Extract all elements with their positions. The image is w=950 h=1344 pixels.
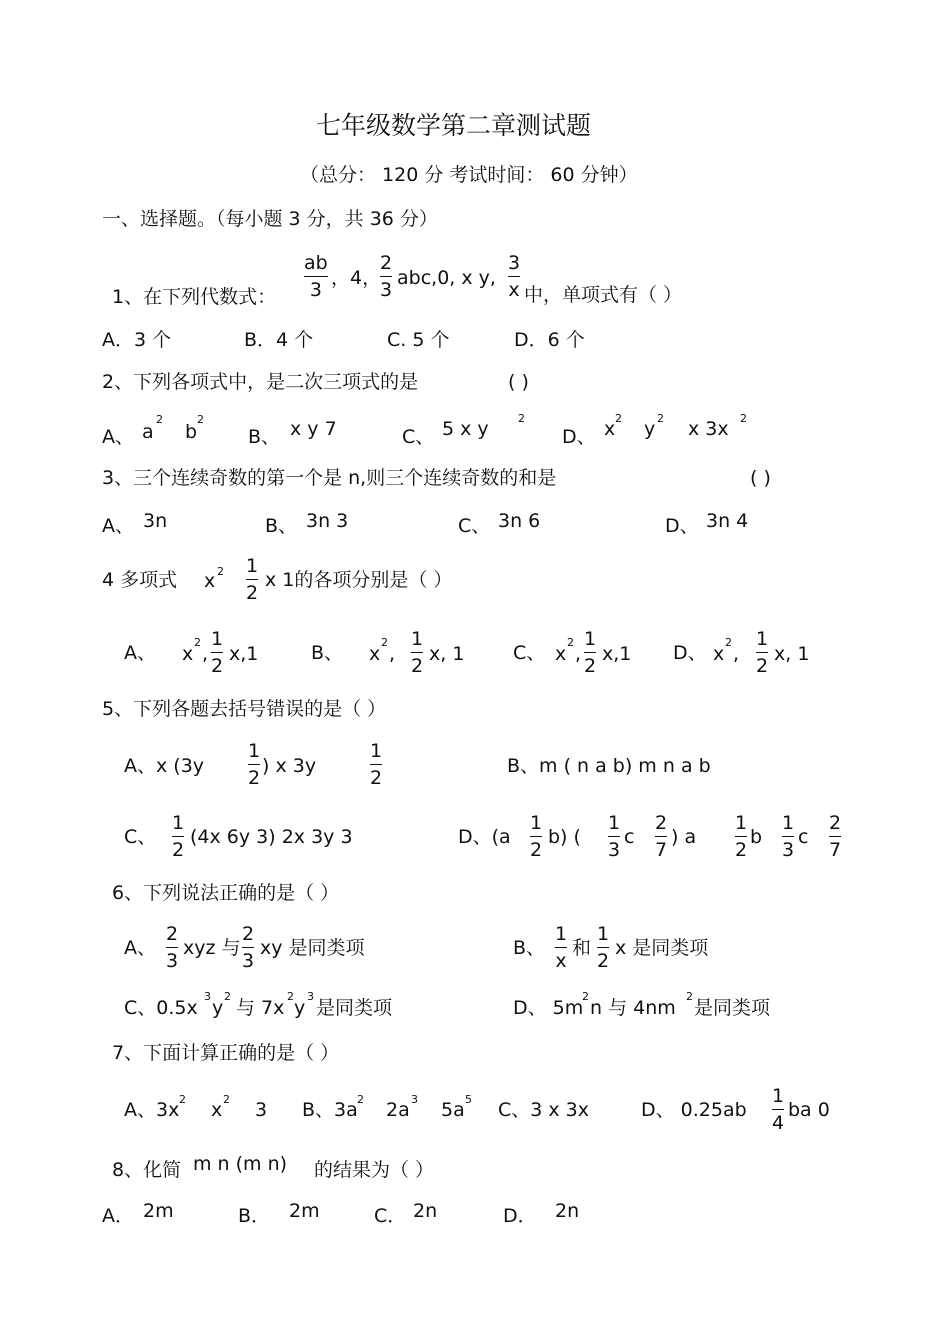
- q6-option-b[interactable]: B、: [513, 937, 546, 959]
- q6-stem: 6、下列说法正确的是（ ）: [112, 882, 340, 904]
- denominator: 2: [597, 950, 610, 972]
- q4-option-d[interactable]: D、: [673, 642, 707, 664]
- denominator: 2: [211, 655, 224, 677]
- q4-d-x: x: [713, 643, 725, 665]
- q6-c-text-1: y: [212, 997, 224, 1019]
- denominator: x: [508, 279, 520, 301]
- denominator: 2: [756, 655, 769, 677]
- q1-fraction-3: [508, 254, 520, 300]
- numerator: 1: [411, 628, 424, 650]
- q4-option-a[interactable]: A、: [124, 642, 156, 664]
- q4-option-b[interactable]: B、: [311, 642, 344, 664]
- q5-d-text-1: b) (: [548, 826, 581, 848]
- q6-c-sup-1: 3: [204, 990, 211, 1003]
- q7-b-text-1: 2a: [386, 1099, 410, 1121]
- q4-a-rest: x,1: [229, 643, 259, 665]
- q6-c-text-2: 与 7x: [236, 997, 285, 1019]
- q3-paren: ( ): [750, 467, 771, 489]
- q7-a-sup-1: 2: [179, 1093, 186, 1106]
- numerator: 1: [246, 555, 259, 577]
- q2-d-sup1: 2: [615, 412, 622, 425]
- q6-b-text-2: x 是同类项: [615, 937, 709, 959]
- q3-option-d[interactable]: D、: [665, 515, 699, 537]
- q4-stem: 4 多项式: [102, 569, 178, 591]
- q6-b-fraction-1: [555, 925, 567, 971]
- q7-b-sup-3: 5: [465, 1093, 472, 1106]
- q7-b-sup-1: 2: [357, 1093, 364, 1106]
- q3-c-expr: 3n 6: [498, 510, 541, 532]
- numerator: ab: [304, 252, 328, 274]
- denominator: 4: [772, 1112, 785, 1134]
- page-title: 七年级数学第二章测试题: [316, 111, 592, 140]
- q5-d-fraction-6: [829, 814, 841, 860]
- q6-c-text-3: y: [294, 997, 306, 1019]
- q4-option-c[interactable]: C、: [513, 642, 546, 664]
- q7-d-fraction: [772, 1087, 784, 1133]
- q2-option-c[interactable]: C、: [402, 426, 435, 448]
- numerator: 1: [782, 812, 795, 834]
- q7-b-sup-2: 3: [411, 1093, 418, 1106]
- q1-fraction-1: [304, 254, 328, 300]
- denominator: 3: [242, 950, 255, 972]
- q1-text-mid2: abc,0, x y,: [397, 267, 496, 289]
- numerator: 1: [772, 1085, 785, 1107]
- numerator: 1: [555, 923, 568, 945]
- q4-d-sup: 2: [725, 636, 732, 649]
- numerator: 1: [584, 628, 597, 650]
- q1-stem: 1、在下列代数式：: [112, 286, 277, 308]
- denominator: 2: [248, 767, 261, 789]
- q4-b-sup: 2: [381, 636, 388, 649]
- q4-a-comma: ,: [202, 643, 209, 665]
- q2-d-sup2: 2: [657, 412, 664, 425]
- numerator: 2: [380, 252, 393, 274]
- q5-d-text-4: b: [750, 826, 763, 848]
- q1-option-b[interactable]: B．4 个: [244, 329, 314, 351]
- q7-option-b[interactable]: B、3a: [302, 1099, 358, 1121]
- q3-stem: 3、三个连续奇数的第一个是 n,则三个连续奇数的和是: [102, 467, 557, 489]
- q2-a-sup1: 2: [156, 413, 163, 426]
- q1-option-d[interactable]: D．6 个: [514, 329, 585, 351]
- q1-option-a[interactable]: A．3 个: [102, 329, 172, 351]
- q5-a-rest: ) x 3y: [262, 755, 317, 777]
- q4-d-fraction: [756, 630, 768, 676]
- q5-option-d[interactable]: D、(a: [458, 826, 511, 848]
- q4-c-rest: x,1: [602, 643, 632, 665]
- q6-d-sup-1: 2: [582, 990, 589, 1003]
- denominator: 2: [735, 839, 748, 861]
- q4-x: x: [204, 570, 216, 592]
- denominator: 3: [380, 279, 393, 301]
- denominator: 2: [370, 767, 383, 789]
- q6-b-text-1: 和: [572, 937, 592, 959]
- q1-tail: 中，单项式有（ ）: [524, 284, 683, 306]
- q2-c-sup: 2: [518, 412, 525, 425]
- q3-a-expr: 3n: [143, 510, 168, 532]
- q2-a-term1: a: [142, 421, 154, 443]
- q5-d-text-3: ) a: [671, 826, 697, 848]
- section-heading: 一、选择题。（每小题 3 分，共 36 分）: [102, 208, 438, 230]
- numerator: 1: [530, 812, 543, 834]
- q4-b-comma: ,: [389, 643, 396, 665]
- q3-option-c[interactable]: C、: [458, 515, 491, 537]
- q7-a-text-1: x: [211, 1099, 223, 1121]
- denominator: x: [555, 950, 567, 972]
- numerator: 1: [756, 628, 769, 650]
- q3-b-expr: 3n 3: [306, 510, 349, 532]
- q8-b-expr: 2m: [289, 1200, 320, 1222]
- q7-a-text-2: 3: [255, 1099, 268, 1121]
- q3-d-expr: 3n 4: [706, 510, 749, 532]
- denominator: 2: [172, 839, 185, 861]
- q4-c-comma: ,: [575, 643, 582, 665]
- q2-option-b[interactable]: B、: [248, 426, 281, 448]
- q1-option-c[interactable]: C. 5 个: [387, 329, 450, 351]
- numerator: 1: [370, 740, 383, 762]
- numerator: 3: [508, 252, 521, 274]
- q5-a-fraction-1: [248, 742, 260, 788]
- q7-stem: 7、下面计算正确的是（ ）: [112, 1042, 340, 1064]
- q4-a-sup: 2: [194, 636, 201, 649]
- q8-option-c[interactable]: C．: [374, 1205, 407, 1227]
- denominator: 3: [309, 279, 322, 301]
- numerator: 2: [655, 812, 668, 834]
- q8-tail: 的结果为（ ）: [314, 1159, 435, 1181]
- q4-d-comma: ,: [733, 643, 740, 665]
- numerator: 1: [248, 740, 261, 762]
- q4-c-fraction: [584, 630, 596, 676]
- q6-option-c[interactable]: C、0.5x: [124, 997, 198, 1019]
- q5-stem: 5、下列各题去括号错误的是（ ）: [102, 698, 387, 720]
- numerator: 1: [735, 812, 748, 834]
- q6-d-text-1: n 与 4nm: [590, 997, 676, 1019]
- q2-stem: 2、下列各项式中，是二次三项式的是: [102, 371, 419, 393]
- q5-option-b[interactable]: B、m ( n a b) m n a b: [507, 755, 711, 777]
- q4-d-rest: x, 1: [774, 643, 810, 665]
- denominator: 2: [530, 839, 543, 861]
- q4-b-fraction: [411, 630, 423, 676]
- q2-a-term2: b: [185, 421, 198, 443]
- q8-option-a[interactable]: A．: [102, 1205, 134, 1227]
- page-subtitle: （总分： 120 分 考试时间： 60 分钟）: [300, 164, 638, 186]
- q7-d-text: ba 0: [788, 1099, 830, 1121]
- q4-a-x: x: [182, 643, 194, 665]
- q5-d-fraction-4: [735, 814, 747, 860]
- numerator: 1: [211, 628, 224, 650]
- q4-tail: x 1的各项分别是（ ）: [265, 569, 453, 591]
- denominator: 2: [411, 655, 424, 677]
- numerator: 2: [829, 812, 842, 834]
- q8-option-b[interactable]: B．: [238, 1205, 271, 1227]
- q5-d-fraction-2: [608, 814, 620, 860]
- q5-d-fraction-5: [782, 814, 794, 860]
- numerator: 1: [608, 812, 621, 834]
- denominator: 3: [782, 839, 795, 861]
- q8-c-expr: 2n: [413, 1200, 438, 1222]
- numerator: 2: [242, 923, 255, 945]
- q2-paren: ( ): [508, 371, 529, 393]
- q7-option-c[interactable]: C、3 x 3x: [498, 1099, 590, 1121]
- q5-d-text-2: c: [624, 826, 635, 848]
- q4-sup: 2: [217, 565, 224, 578]
- q2-option-d[interactable]: D、: [562, 426, 596, 448]
- q2-d-term3: x 3x: [688, 418, 729, 440]
- denominator: 7: [829, 839, 842, 861]
- q2-c-expr: 5 x y: [442, 418, 489, 440]
- denominator: 7: [655, 839, 668, 861]
- q2-option-a[interactable]: A、: [102, 426, 134, 448]
- q5-d-text-5: c: [798, 826, 809, 848]
- q4-b-x: x: [369, 643, 381, 665]
- q5-c-rest: (4x 6y 3) 2x 3y 3: [190, 826, 353, 848]
- q8-expression: m n (m n): [193, 1153, 288, 1175]
- q3-option-b[interactable]: B、: [265, 515, 298, 537]
- q6-a-fraction-2: [242, 925, 254, 971]
- denominator: 2: [246, 582, 259, 604]
- q7-option-d[interactable]: D、 0.25ab: [641, 1099, 747, 1121]
- q5-a-fraction-2: [370, 742, 382, 788]
- q2-d-term1: x: [604, 418, 616, 440]
- q2-a-sup2: 2: [197, 413, 204, 426]
- q6-c-sup-2: 2: [224, 990, 231, 1003]
- q6-c-text-4: 是同类项: [316, 997, 393, 1019]
- q4-c-sup: 2: [567, 636, 574, 649]
- q5-d-fraction-1: [530, 814, 542, 860]
- q8-a-expr: 2m: [143, 1200, 174, 1222]
- denominator: 3: [608, 839, 621, 861]
- q8-d-expr: 2n: [555, 1200, 580, 1222]
- q5-option-c[interactable]: C、: [124, 826, 157, 848]
- q6-b-fraction-2: [597, 925, 609, 971]
- q3-option-a[interactable]: A、: [102, 515, 134, 537]
- numerator: 2: [166, 923, 179, 945]
- numerator: 1: [172, 812, 185, 834]
- q6-option-d[interactable]: D、 5m: [513, 997, 584, 1019]
- q1-fraction-2: [380, 254, 392, 300]
- q8-stem: 8、化简: [112, 1159, 182, 1181]
- numerator: 1: [597, 923, 610, 945]
- q5-option-a[interactable]: A、x (3y: [124, 755, 205, 777]
- q5-c-fraction: [172, 814, 184, 860]
- q7-a-sup-2: 2: [223, 1093, 230, 1106]
- q1-text-mid1: ，4，: [331, 267, 382, 289]
- q6-c-sup-4: 3: [307, 990, 314, 1003]
- q4-fraction: [246, 557, 258, 603]
- denominator: 2: [584, 655, 597, 677]
- q2-b-expr: x y 7: [290, 418, 337, 440]
- q6-d-text-2: 是同类项: [694, 997, 771, 1019]
- q6-option-a[interactable]: A、: [124, 937, 156, 959]
- q6-a-fraction-1: [166, 925, 178, 971]
- q7-b-text-2: 5a: [441, 1099, 465, 1121]
- q4-a-fraction: [211, 630, 223, 676]
- q6-c-sup-3: 2: [287, 990, 294, 1003]
- q7-option-a[interactable]: A、3x: [124, 1099, 180, 1121]
- q2-d-sup3: 2: [740, 412, 747, 425]
- q2-d-term2: y: [644, 418, 656, 440]
- q6-d-sup-2: 2: [686, 990, 693, 1003]
- q4-c-x: x: [555, 643, 567, 665]
- q8-option-d[interactable]: D．: [503, 1205, 537, 1227]
- q6-a-text-2: xy 是同类项: [260, 937, 365, 959]
- q4-b-rest: x, 1: [429, 643, 465, 665]
- q6-a-text-1: xyz 与: [183, 937, 241, 959]
- q5-d-fraction-3: [655, 814, 667, 860]
- denominator: 3: [166, 950, 179, 972]
